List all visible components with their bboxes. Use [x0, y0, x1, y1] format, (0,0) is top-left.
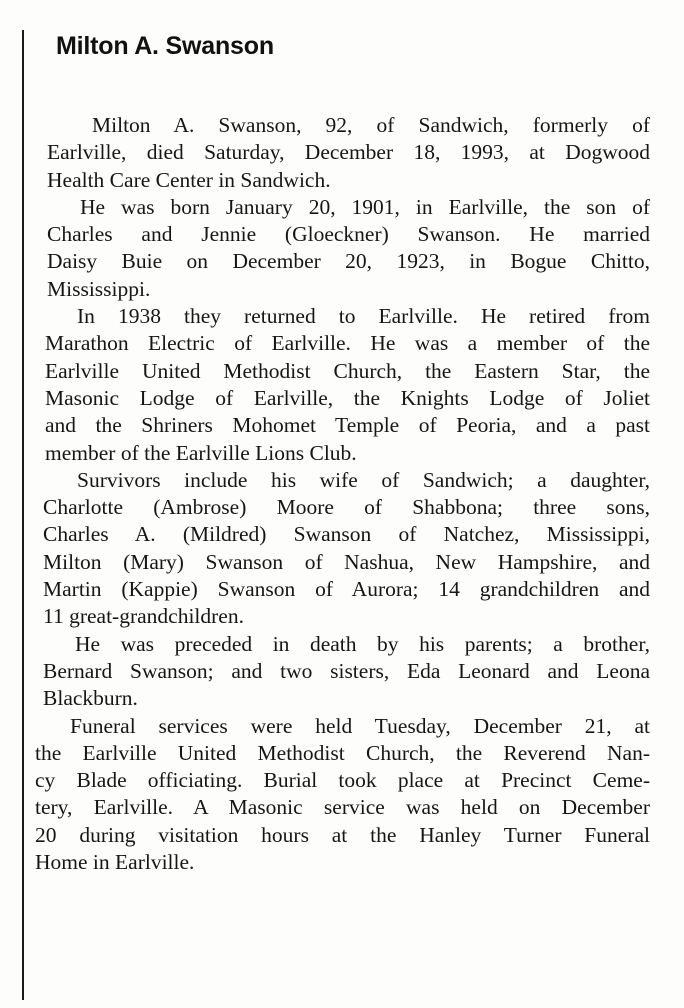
paragraph-3-line-2: Marathon Electric of Earlville. He was a member of the — [45, 331, 650, 356]
obituary-title: Milton A. Swanson — [56, 32, 274, 60]
paragraph-6-line-2: the Earlville United Methodist Church, the Reverend Nan- — [35, 740, 650, 765]
column-rule — [22, 30, 24, 1000]
paragraph-5-line-1: He was preceded in death by his parents; a brother, — [75, 631, 650, 656]
paragraph-4-line-5: Martin (Kappie) Swanson of Aurora; 14 grandchildren and — [43, 577, 650, 602]
paragraph-5-line-2: Bernard Swanson; and two sisters, Eda Leonard and Leona — [43, 658, 650, 683]
paragraph-4-line-1: Survivors include his wife of Sandwich; a daughter, — [77, 467, 650, 492]
paragraph-4-line-4: Milton (Mary) Swanson of Nashua, New Hampshire, and — [43, 549, 650, 574]
paragraph-2-line-4: Mississippi. — [47, 276, 151, 301]
paragraph-3-line-5: and the Shriners Mohomet Temple of Peoria, and a past — [45, 413, 650, 438]
paragraph-5-line-3: Blackburn. — [43, 686, 138, 711]
paragraph-1-line-1: Milton A. Swanson, 92, of Sandwich, formerly of — [92, 113, 650, 137]
paragraph-4-line-6: 11 great-grandchildren. — [43, 604, 244, 629]
paragraph-2-line-3: Daisy Buie on December 20, 1923, in Bogue Chitto, — [47, 249, 650, 274]
paragraph-6-line-1: Funeral services were held Tuesday, December 21, at — [70, 713, 650, 738]
paragraph-6-line-5: 20 during visitation hours at the Hanley Turner Funeral — [35, 822, 650, 847]
paragraph-3-line-3: Earlville United Methodist Church, the Eastern Star, the — [45, 358, 650, 383]
paragraph-2-line-1: He was born January 20, 1901, in Earlville, the son of — [80, 194, 650, 219]
paragraph-3-line-1: In 1938 they returned to Earlville. He retired from — [77, 304, 650, 329]
obituary-body — [30, 112, 650, 876]
paragraph-6-line-6: Home in Earlville. — [35, 850, 195, 875]
paragraph-3-line-6: member of the Earlville Lions Club. — [45, 440, 357, 465]
paragraph-4-line-3: Charles A. (Mildred) Swanson of Natchez, Mississippi, — [43, 522, 650, 547]
paragraph-6-line-4: tery, Earlville. A Masonic service was held on December — [35, 795, 650, 820]
paragraph-1-line-3: Health Care Center in Sandwich. — [47, 167, 331, 192]
paragraph-1-line-2: Earlville, died Saturday, December 18, 1993, at Dogwood — [47, 140, 650, 165]
paragraph-6-line-3: cy Blade officiating. Burial took place at Precinct Ceme- — [35, 768, 650, 793]
paragraph-3-line-4: Masonic Lodge of Earlville, the Knights Lodge of Joliet — [45, 385, 650, 410]
paragraph-2-line-2: Charles and Jennie (Gloeckner) Swanson. He married — [47, 222, 650, 247]
paragraph-4-line-2: Charlotte (Ambrose) Moore of Shabbona; three sons, — [43, 495, 650, 520]
